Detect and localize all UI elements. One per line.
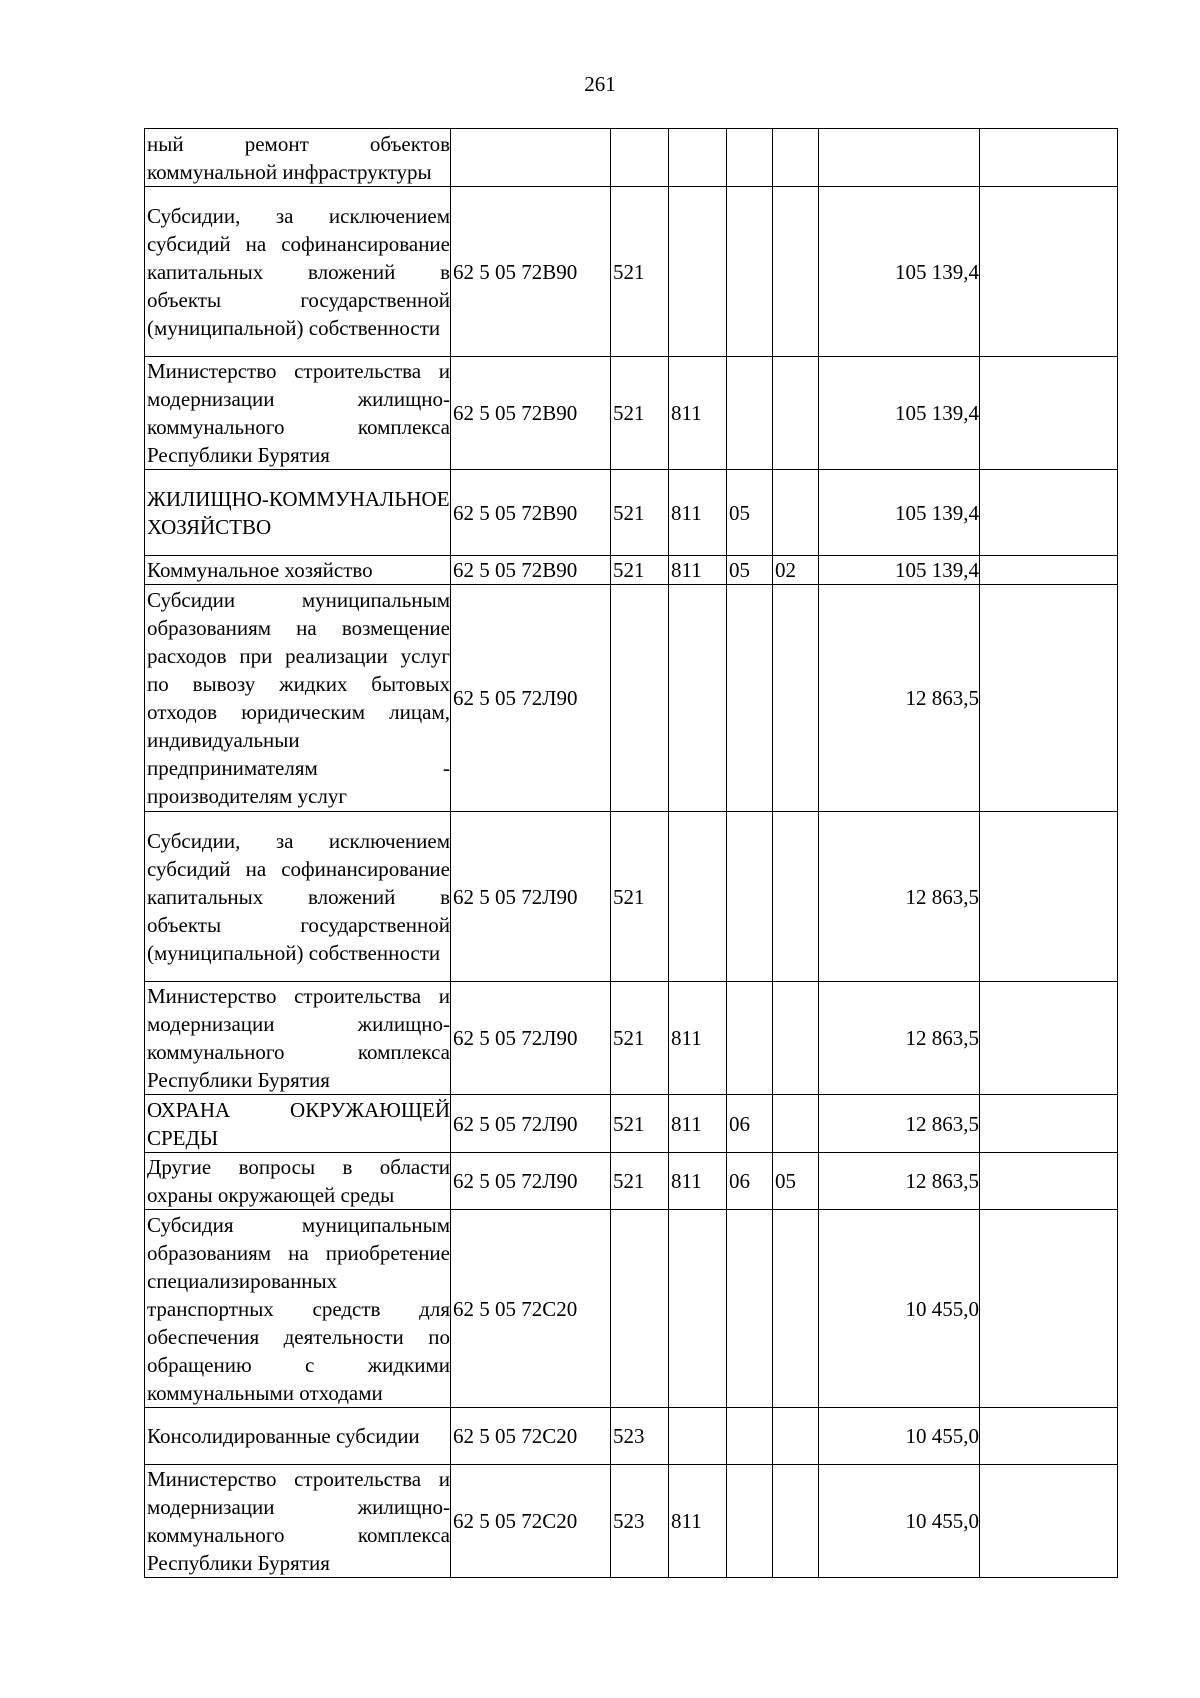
target-article-code: 62 5 05 72Л90	[451, 812, 611, 982]
row-name: Субсидии, за исключением субсидий на софинансирование капитальных вложений в объекты государственной (муниципальной) собственности	[145, 812, 451, 982]
section-code: 05	[727, 470, 773, 556]
subsection-code	[773, 357, 819, 470]
target-article-code: 62 5 05 72С20	[451, 1465, 611, 1578]
row-name: Министерство строительства и модернизации жилищно-коммунального комплекса Республики Бурятия	[145, 357, 451, 470]
expense-type-code: 521	[611, 470, 669, 556]
target-article-code: 62 5 05 72В90	[451, 357, 611, 470]
row-name: Министерство строительства и модернизации жилищно-коммунального комплекса Республики Бурятия	[145, 1465, 451, 1578]
target-article-code: 62 5 05 72С20	[451, 1210, 611, 1408]
administrator-code: 811	[669, 556, 727, 585]
amount-value: 105 139,4	[819, 357, 980, 470]
expense-type-code	[611, 1210, 669, 1408]
subsection-code	[773, 187, 819, 357]
expense-type-code	[611, 585, 669, 812]
subsection-code	[773, 1465, 819, 1578]
target-article-code: 62 5 05 72Л90	[451, 982, 611, 1095]
subsection-code	[773, 812, 819, 982]
table-row	[145, 1210, 1118, 1408]
administrator-code	[669, 1210, 727, 1408]
expense-type-code: 521	[611, 187, 669, 357]
expense-type-code: 523	[611, 1408, 669, 1465]
subsection-code	[773, 470, 819, 556]
section-code	[727, 1408, 773, 1465]
amount-value: 105 139,4	[819, 187, 980, 357]
subsection-code	[773, 585, 819, 812]
amount-value	[819, 129, 980, 187]
extra-cell	[980, 470, 1118, 556]
row-name: ЖИЛИЩНО-КОММУНАЛЬНОЕ ХОЗЯЙСТВО	[145, 470, 451, 556]
section-code	[727, 1465, 773, 1578]
amount-value: 12 863,5	[819, 585, 980, 812]
expense-type-code: 521	[611, 556, 669, 585]
subsection-code	[773, 1095, 819, 1153]
administrator-code	[669, 129, 727, 187]
target-article-code: 62 5 05 72Л90	[451, 585, 611, 812]
expense-type-code: 521	[611, 982, 669, 1095]
expense-type-code	[611, 129, 669, 187]
extra-cell	[980, 1465, 1118, 1578]
expense-type-code: 523	[611, 1465, 669, 1578]
administrator-code: 811	[669, 1465, 727, 1578]
extra-cell	[980, 129, 1118, 187]
amount-value: 10 455,0	[819, 1408, 980, 1465]
amount-value: 12 863,5	[819, 982, 980, 1095]
row-name: Консолидированные субсидии	[145, 1408, 451, 1465]
subsection-code	[773, 1210, 819, 1408]
amount-value: 12 863,5	[819, 812, 980, 982]
extra-cell	[980, 187, 1118, 357]
expense-type-code: 521	[611, 1153, 669, 1210]
section-code	[727, 187, 773, 357]
row-name: ный ремонт объектов коммунальной инфраструктуры	[145, 129, 451, 187]
target-article-code: 62 5 05 72В90	[451, 556, 611, 585]
extra-cell	[980, 1095, 1118, 1153]
administrator-code: 811	[669, 470, 727, 556]
section-code	[727, 1210, 773, 1408]
page-number: 261	[584, 72, 616, 96]
section-code: 06	[727, 1095, 773, 1153]
table-row	[145, 1465, 1118, 1578]
extra-cell	[980, 556, 1118, 585]
administrator-code	[669, 585, 727, 812]
expense-type-code: 521	[611, 1095, 669, 1153]
table-row	[145, 556, 1118, 585]
amount-value: 12 863,5	[819, 1095, 980, 1153]
extra-cell	[980, 357, 1118, 470]
budget-table	[144, 128, 1118, 1578]
amount-value: 12 863,5	[819, 1153, 980, 1210]
table-row	[145, 1408, 1118, 1465]
row-name: Коммунальное хозяйство	[145, 556, 451, 585]
table-row	[145, 129, 1118, 187]
target-article-code: 62 5 05 72Л90	[451, 1153, 611, 1210]
section-code	[727, 357, 773, 470]
section-code: 06	[727, 1153, 773, 1210]
amount-value: 105 139,4	[819, 556, 980, 585]
administrator-code: 811	[669, 1095, 727, 1153]
row-name: Другие вопросы в области охраны окружающей среды	[145, 1153, 451, 1210]
subsection-code	[773, 1408, 819, 1465]
table-row	[145, 1095, 1118, 1153]
extra-cell	[980, 982, 1118, 1095]
extra-cell	[980, 1408, 1118, 1465]
administrator-code: 811	[669, 982, 727, 1095]
administrator-code: 811	[669, 357, 727, 470]
row-name: Субсидия муниципальным образованиям на приобретение специализированных транспортных средств для обеспечения деятельности по обращению с жидкими коммунальными отходами	[145, 1210, 451, 1408]
subsection-code: 05	[773, 1153, 819, 1210]
row-name: ОХРАНА ОКРУЖАЮЩЕЙ СРЕДЫ	[145, 1095, 451, 1153]
amount-value: 105 139,4	[819, 470, 980, 556]
table-row	[145, 1153, 1118, 1210]
table-row	[145, 470, 1118, 556]
table-row	[145, 585, 1118, 812]
extra-cell	[980, 1210, 1118, 1408]
administrator-code: 811	[669, 1153, 727, 1210]
section-code	[727, 129, 773, 187]
target-article-code: 62 5 05 72В90	[451, 187, 611, 357]
subsection-code	[773, 129, 819, 187]
administrator-code	[669, 812, 727, 982]
table-row	[145, 357, 1118, 470]
section-code	[727, 585, 773, 812]
amount-value: 10 455,0	[819, 1465, 980, 1578]
expense-type-code: 521	[611, 357, 669, 470]
target-article-code: 62 5 05 72С20	[451, 1408, 611, 1465]
extra-cell	[980, 1153, 1118, 1210]
section-code	[727, 812, 773, 982]
row-name: Министерство строительства и модернизации жилищно-коммунального комплекса Республики Бурятия	[145, 982, 451, 1095]
row-name: Субсидии, за исключением субсидий на софинансирование капитальных вложений в объекты государственной (муниципальной) собственности	[145, 187, 451, 357]
subsection-code	[773, 982, 819, 1095]
administrator-code	[669, 187, 727, 357]
subsection-code: 02	[773, 556, 819, 585]
target-article-code: 62 5 05 72Л90	[451, 1095, 611, 1153]
table-row	[145, 982, 1118, 1095]
expense-type-code: 521	[611, 812, 669, 982]
administrator-code	[669, 1408, 727, 1465]
extra-cell	[980, 812, 1118, 982]
row-name: Субсидии муниципальным образованиям на возмещение расходов при реализации услуг по вывозу жидких бытовых отходов юридическим лицам, индивидуальныи предпринимателям - производителям услуг	[145, 585, 451, 812]
table-row	[145, 812, 1118, 982]
section-code	[727, 982, 773, 1095]
table-row	[145, 187, 1118, 357]
extra-cell	[980, 585, 1118, 812]
amount-value: 10 455,0	[819, 1210, 980, 1408]
section-code: 05	[727, 556, 773, 585]
target-article-code	[451, 129, 611, 187]
target-article-code: 62 5 05 72В90	[451, 470, 611, 556]
